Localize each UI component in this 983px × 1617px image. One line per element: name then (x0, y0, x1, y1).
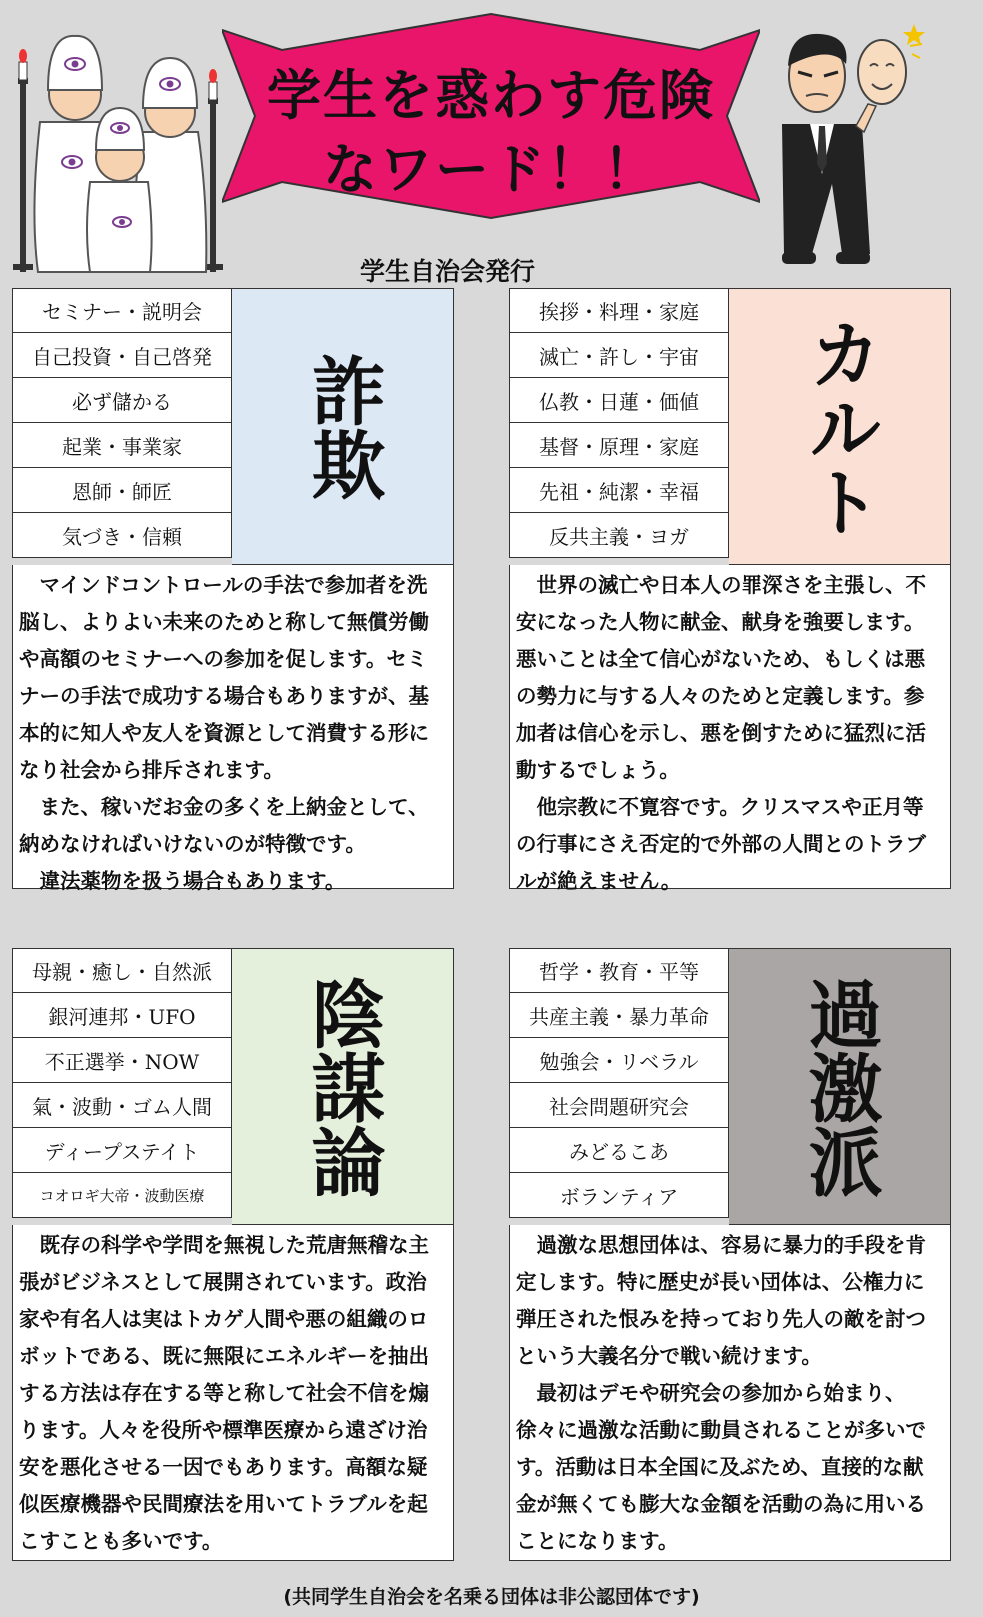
keyword: 共産主義・暴力革命 (509, 993, 729, 1038)
keyword-list (509, 288, 729, 558)
keyword: 社会問題研究会 (509, 1083, 729, 1128)
category-label-text: カルト (796, 315, 883, 538)
keyword: コオロギ大帝・波動医療 (12, 1173, 232, 1218)
keyword: 不正選挙・NOW (12, 1038, 232, 1083)
keyword: 基督・原理・家庭 (509, 423, 729, 468)
description (509, 565, 951, 893)
keyword: 母親・癒し・自然派 (12, 948, 232, 993)
keyword: 氣・波動・ゴム人間 (12, 1083, 232, 1128)
keyword: 必ず儲かる (12, 378, 232, 423)
description (12, 565, 454, 893)
keyword: 挨拶・料理・家庭 (509, 288, 729, 333)
publisher-label: 学生自治会発行 (360, 257, 536, 286)
card-extremist (509, 948, 951, 1561)
keyword: 滅亡・許し・宇宙 (509, 333, 729, 378)
keyword: 恩師・師匠 (12, 468, 232, 513)
keyword: 自己投資・自己啓発 (12, 333, 232, 378)
cult-family-illustration (10, 32, 230, 280)
category-label (729, 948, 951, 1225)
description-paragraph: マインドコントロールの手法で参加者を洗脳し、よりよい未来のためと称して無償労働や高額のセミナーへの参加を促します。セミナーの手法で成功する場合もありますが、基本的に知人や友人を資源として消費する形になり社会から排斥されます。 (19, 573, 429, 782)
keyword: 仏教・日蓮・価値 (509, 378, 729, 423)
card-fraud (12, 288, 454, 893)
keyword-list (509, 948, 729, 1218)
category-label-text: 過激派 (796, 975, 883, 1198)
masked-man-illustration (772, 14, 932, 294)
keyword: 勉強会・リベラル (509, 1038, 729, 1083)
keyword: 先祖・純潔・幸福 (509, 468, 729, 513)
description-paragraph: 世界の滅亡や日本人の罪深さを主張し、不安になった人物に献金、献身を強要します。悪いことは全て信心がないため、もしくは悪の勢力に与する人々のためと定義します。参加者は信心を示し、悪を倒すために猛烈に活動するでしょう。 (516, 573, 926, 782)
description-paragraph: また、稼いだお金の多くを上納金として、納めなければいけないのが特徴です。 (19, 795, 429, 856)
keyword: 反共主義・ヨガ (509, 513, 729, 558)
category-label (729, 288, 951, 565)
keyword: 起業・事業家 (12, 423, 232, 468)
keyword: ディープステイト (12, 1128, 232, 1173)
keyword-list (12, 948, 232, 1218)
category-label-text: 詐欺 (299, 352, 386, 501)
description-paragraph: 最初はデモや研究会の参加から始まり、徐々に過激な活動に動員されることが多いです。活動は日本全国に及ぶため、直接的な献金が無くても膨大な金額を活動の為に用いることになります。 (516, 1381, 926, 1553)
description-paragraph: 違法薬物を扱う場合もあります。 (39, 869, 346, 893)
category-label (232, 288, 454, 565)
title-banner (222, 10, 760, 222)
description-paragraph: 他宗教に不寛容です。クリスマスや正月等の行事にさえ否定的で外部の人間とのトラブルが絶えません。 (516, 795, 926, 893)
category-label-text: 陰謀論 (299, 975, 386, 1198)
page-title: 学生を惑わす危険なワード！！ (267, 63, 715, 201)
category-label (232, 948, 454, 1225)
description (509, 1225, 951, 1561)
keyword: 気づき・信頼 (12, 513, 232, 558)
keyword: 銀河連邦・UFO (12, 993, 232, 1038)
keyword: ボランティア (509, 1173, 729, 1218)
keyword: セミナー・説明会 (12, 288, 232, 333)
keyword: 哲学・教育・平等 (509, 948, 729, 993)
keyword: みどるこあ (509, 1128, 729, 1173)
card-conspiracy (12, 948, 454, 1561)
keyword-list (12, 288, 232, 558)
description-paragraph: 過激な思想団体は、容易に暴力的手段を肯定します。特に歴史が長い団体は、公権力に弾圧された恨みを持っており先人の敵を討つという大義名分で戦い続けます。 (516, 1233, 926, 1368)
description-paragraph: 既存の科学や学問を無視した荒唐無稽な主張がビジネスとして展開されています。政治家や有名人は実はトカゲ人間や悪の組織のロボットである、既に無限にエネルギーを抽出する方法は存在する等と称して社会不信を煽ります。人々を役所や標準医療から遠ざけ治安を悪化させる一因でもあります。高額な疑似医療機器や民間療法を用いてトラブルを起こすことも多いです。 (19, 1233, 429, 1553)
footer-note: (共同学生自治会を名乗る団体は非公認団体です) (283, 1586, 700, 1608)
description (12, 1225, 454, 1561)
card-cult (509, 288, 951, 893)
